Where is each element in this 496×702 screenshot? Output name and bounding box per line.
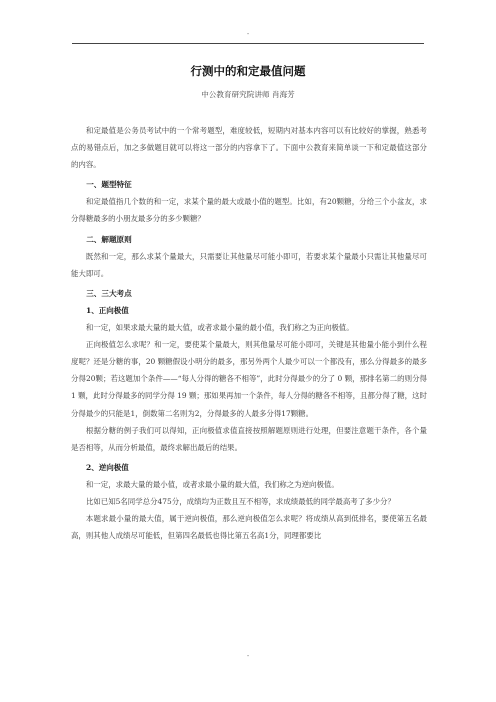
footer-mark: - bbox=[246, 652, 250, 660]
header-rule bbox=[72, 43, 424, 44]
section-heading-features: 一、题型特征 bbox=[86, 180, 132, 190]
doc-author: 中公教育研究院讲师 肖海芳 bbox=[201, 90, 295, 99]
section-heading-principles: 二、解题原则 bbox=[86, 234, 132, 244]
section-heading-key-points: 三、三大考点 bbox=[86, 288, 132, 298]
doc-body bbox=[71, 122, 427, 544]
reverse-extreme-analysis: 本题求最小量的最大值，属于逆向极值，那么逆向极值怎么求呢？将成绩从高到低排名，要使第五名最高，则其他人成绩尽可能低，但第四名最低也得比第五名高1分，同理都要比 bbox=[71, 514, 427, 541]
intro-paragraph: 和定最值是公务员考试中的一个常考题型，难度较低，短期内对基本内容可以有比较好的掌握，熟悉考点的易错点后，加之多做题目就可以将这一部分的内容拿下了。下面中公教育来简单谈一下和定最值这部分的内容。 bbox=[71, 126, 427, 170]
header-mark: - bbox=[246, 30, 250, 38]
section-features-paragraph: 和定最值指几个数的和一定，求某个量的最大或最小值的题型。比如，有20颗糖，分给三个小盆友，求分得糖最多的小朋友最多分的多少颗糖？ bbox=[71, 197, 427, 224]
reverse-extreme-example: 比如已知5名同学总分475分，成绩均为正数且互不相等，求成绩最低的同学最高考了多少分？ bbox=[85, 496, 395, 506]
forward-extreme-summary: 根据分糖的例子我们可以得知，正向极值求值直接按照解题原则进行处理，但要注意题干条件，各个量是否相等，从而分析最值，最终求解出最后的结果。 bbox=[71, 425, 427, 452]
subsection-heading-forward-extreme: 1、正向极值 bbox=[86, 305, 129, 315]
reverse-extreme-definition: 和一定，求最大量的最小值，或者求最小量的最大值，我们称之为逆向极值。 bbox=[85, 479, 339, 489]
section-principles-paragraph: 既然和一定，那么求某个量最大，只需要让其他量尽可能小即可，若要求某个量最小只需让其他量尽可能大即可。 bbox=[71, 251, 427, 278]
subsection-heading-reverse-extreme: 2、逆向极值 bbox=[86, 462, 129, 472]
forward-extreme-definition: 和一定，如果求最大量的最大值，或者求最小量的最小值，我们称之为正向极值。 bbox=[85, 323, 354, 333]
forward-extreme-example: 正向极值怎么求呢？和一定，要使某个量最大，则其他量尽可能小即可，关键是其他量小能小到什么程度呢？还是分糖的事，20 颗糖假设小明分的最多，那另外两个人最少可以一个都没有，那么分得最多的最多分得20颗；若这题加个条件——“每人分得的糖各不相等”，此时分得最少的分了 0 颗，那排名第二的则分得 1 颗，此时分得最多的同学分得 19 颗；那如果再加一个条件，每人分得的糖各不相等，且都分得了糖，这时分得最少的只能是1，倒数第二名则为2，分得最多的人最多分得17颗糖。 bbox=[71, 340, 427, 418]
doc-title: 行测中的和定最值问题 bbox=[190, 64, 306, 78]
